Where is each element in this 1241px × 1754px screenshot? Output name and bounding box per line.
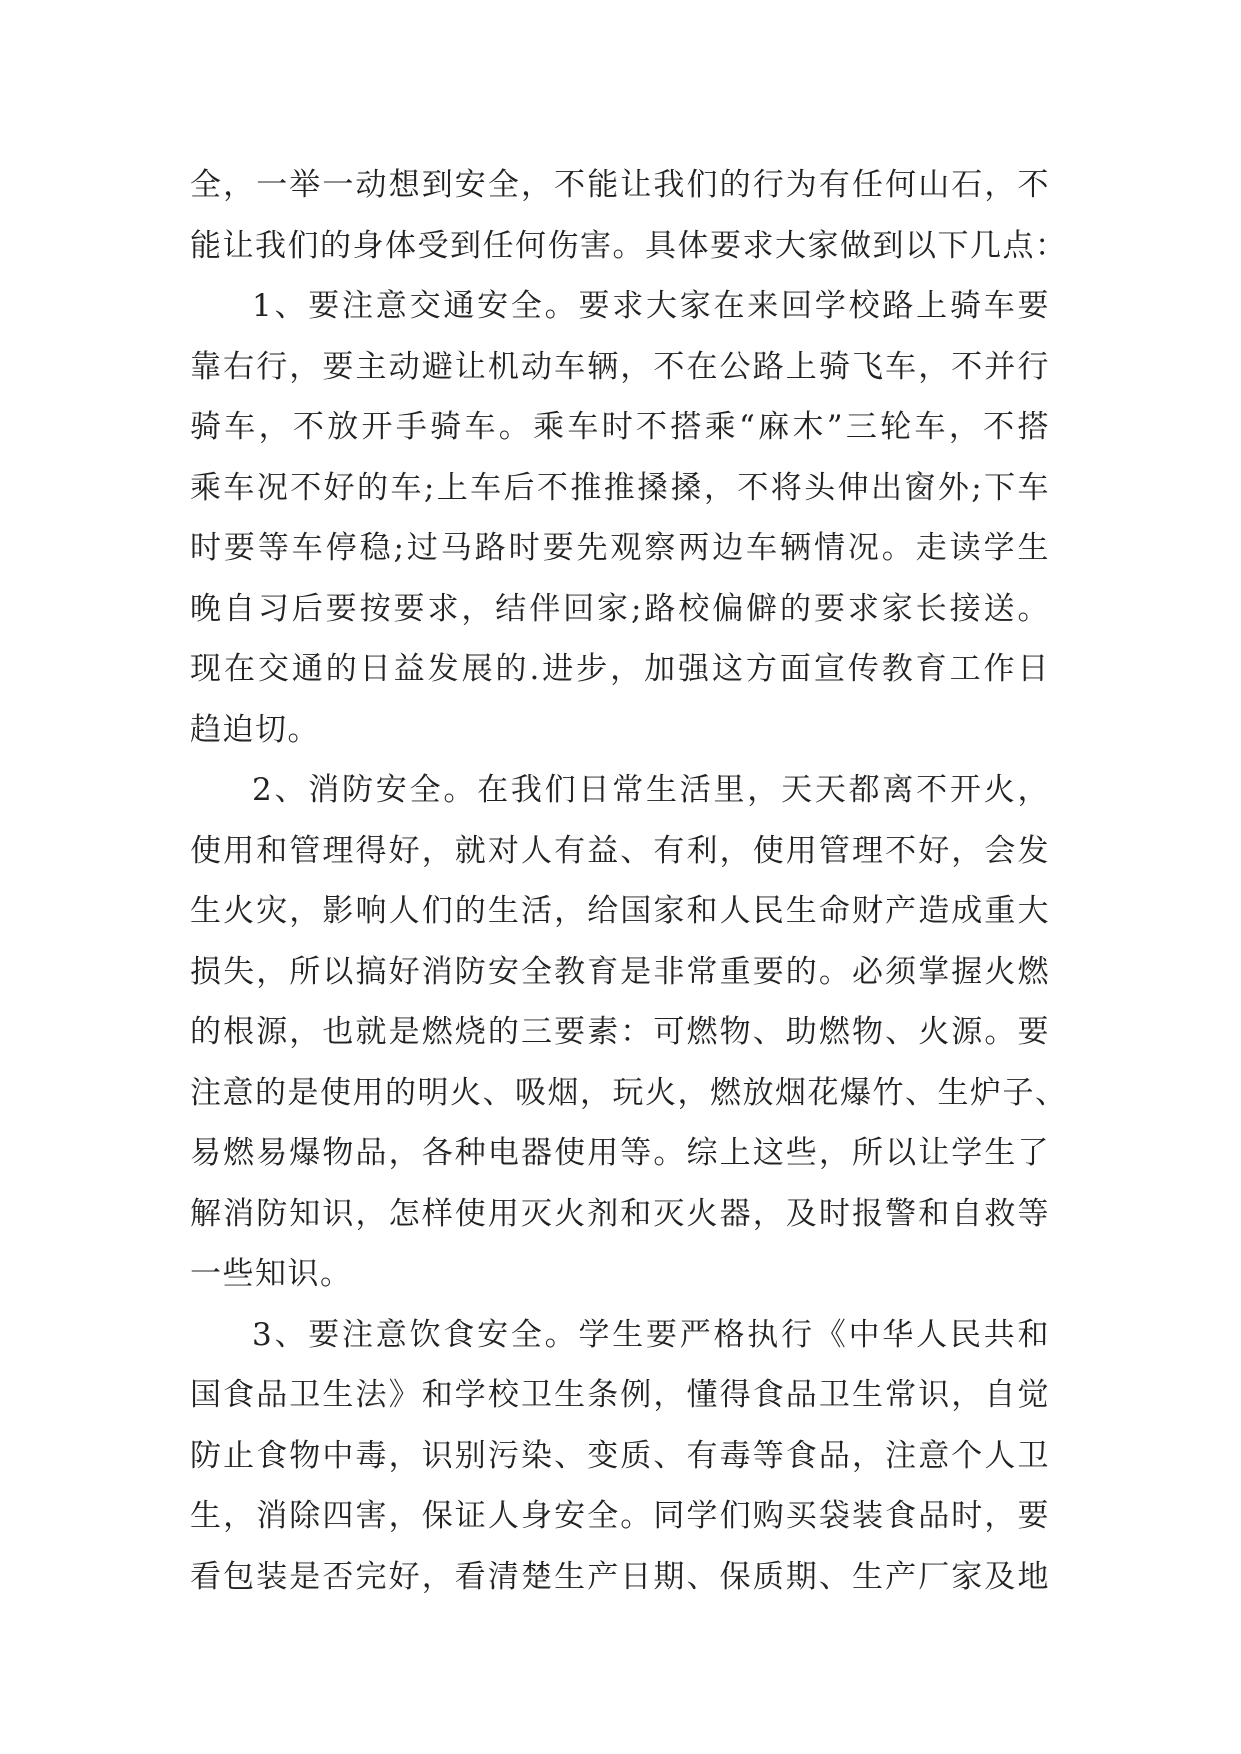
text-line: 一些知识。 <box>190 1256 353 1292</box>
text-line: 的根源，也就是燃烧的三要素：可燃物、助燃物、火源。要 <box>190 1014 1050 1050</box>
text-line: 看包装是否完好，看清楚生产日期、保质期、生产厂家及地 <box>190 1558 1050 1595</box>
text-line: 乘车况不好的车;上车后不推推搡搡，不将头伸出窗外;下车 <box>190 469 1050 506</box>
text-line: 2、消防安全。在我们日常生活里，天天都离不开火， <box>252 772 1050 808</box>
text-line: 全，一举一动想到安全，不能让我们的行为有任何山石，不 <box>190 167 1050 203</box>
text-line: 国食品卫生法》和学校卫生条例，懂得食品卫生常识，自觉 <box>190 1377 1050 1413</box>
text-line: 靠右行，要主动避让机动车辆，不在公路上骑飞车，不并行 <box>190 348 1050 385</box>
text-line: 能让我们的身体受到任何伤害。具体要求大家做到以下几点： <box>190 227 1068 264</box>
text-line: 损失，所以搞好消防安全教育是非常重要的。必须掌握火燃 <box>190 953 1050 990</box>
text-line: 解消防知识，怎样使用灭火剂和灭火器，及时报警和自救等 <box>190 1195 1050 1232</box>
text-line: 骑车，不放开手骑车。乘车时不搭乘“麻木”三轮车，不搭 <box>190 409 1050 445</box>
body-text <box>190 155 1068 1607</box>
text-line: 使用和管理得好，就对人有益、有利，使用管理不好，会发 <box>190 832 1050 869</box>
text-line: 晚自习后要按要求，结伴回家;路校偏僻的要求家长接送。 <box>190 590 1050 627</box>
text-line: 1、要注意交通安全。要求大家在来回学校路上骑车要 <box>252 288 1050 324</box>
text-line: 现在交通的日益发展的.进步，加强这方面宣传教育工作日 <box>190 651 1050 687</box>
text-line: 易燃易爆物品，各种电器使用等。综上这些，所以让学生了 <box>190 1135 1050 1171</box>
text-line: 防止食物中毒，识别污染、变质、有毒等食品，注意个人卫 <box>190 1437 1050 1474</box>
text-line: 趋迫切。 <box>190 711 320 748</box>
text-line: 生，消除四害，保证人身安全。同学们购买袋装食品时，要 <box>190 1498 1050 1534</box>
text-line: 生火灾，影响人们的生活，给国家和人民生命财产造成重大 <box>190 893 1050 929</box>
text-line: 注意的是使用的明火、吸烟，玩火，燃放烟花爆竹、生炉子、 <box>190 1074 1068 1111</box>
text-line: 时要等车停稳;过马路时要先观察两边车辆情况。走读学生 <box>190 530 1050 566</box>
text-line: 3、要注意饮食安全。学生要严格执行《中华人民共和 <box>252 1316 1050 1353</box>
